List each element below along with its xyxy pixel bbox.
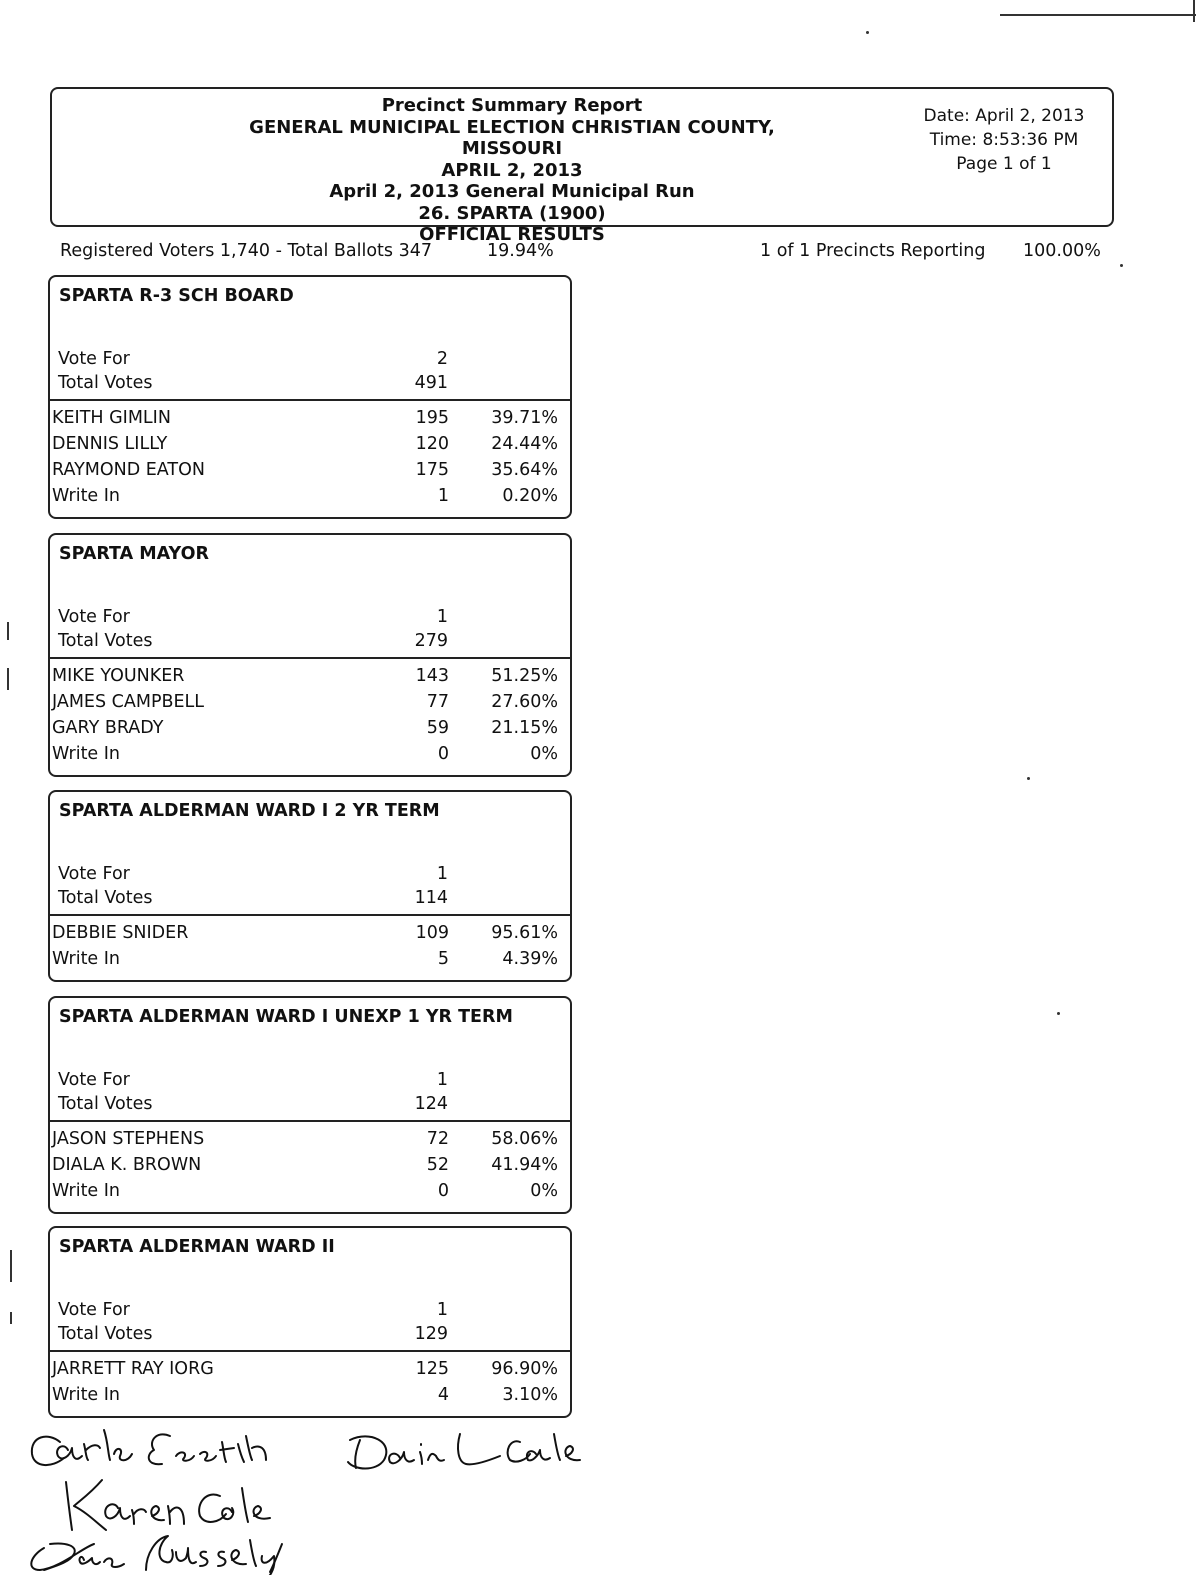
total-votes-row: [58, 371, 448, 395]
vote-for-row: [58, 862, 448, 886]
candidate-name: RAYMOND EATON: [52, 460, 205, 480]
scan-mark: [7, 622, 9, 640]
contest-title: SPARTA MAYOR: [59, 544, 209, 564]
candidate-row: [52, 1356, 558, 1382]
precincts-reporting: 1 of 1 Precincts Reporting: [760, 241, 986, 261]
candidate-percent: 3.10%: [502, 1385, 558, 1405]
candidate-row: [52, 715, 558, 741]
vote-for-value: 2: [436, 349, 448, 369]
total-votes-row: [58, 886, 448, 910]
candidate-percent: 0.20%: [502, 486, 558, 506]
total-votes-row: [58, 1092, 448, 1116]
candidate-percent: 0%: [530, 744, 558, 764]
vote-for-row: [58, 1068, 448, 1092]
candidate-name: JAMES CAMPBELL: [52, 692, 205, 712]
candidate-percent: 24.44%: [491, 434, 558, 454]
scan-dot: [1027, 777, 1030, 780]
candidate-votes: 0: [437, 1181, 449, 1201]
scan-dot: [1120, 264, 1123, 267]
contest-title: SPARTA ALDERMAN WARD I UNEXP 1 YR TERM: [59, 1007, 513, 1027]
vote-for-label: Vote For: [58, 349, 130, 369]
vote-for-row: [58, 347, 448, 371]
total-votes-value: 124: [414, 1094, 448, 1114]
candidate-row: [52, 1382, 558, 1408]
divider: [50, 1350, 570, 1352]
vote-for-row: [58, 605, 448, 629]
candidate-row: [52, 405, 558, 431]
candidate-row: [52, 1178, 558, 1204]
signature-1: [32, 1430, 266, 1465]
contest-title: SPARTA ALDERMAN WARD I 2 YR TERM: [59, 801, 440, 821]
scan-mark: [10, 1250, 12, 1282]
candidate-row: [52, 1126, 558, 1152]
report-header: [50, 87, 1114, 245]
candidate-percent: 51.25%: [491, 666, 558, 686]
candidate-name: DEBBIE SNIDER: [52, 923, 189, 943]
candidate-name: MIKE YOUNKER: [52, 666, 185, 686]
candidate-votes: 125: [415, 1359, 449, 1379]
report-title: Precinct Summary Report: [381, 95, 643, 116]
contest-box: [48, 533, 572, 777]
vote-for-value: 1: [436, 607, 448, 627]
candidate-votes: 52: [426, 1155, 449, 1175]
candidate-row: [52, 431, 558, 457]
scan-mark: [10, 1312, 12, 1324]
contest-title: SPARTA ALDERMAN WARD II: [59, 1237, 335, 1257]
total-votes-row: [58, 1322, 448, 1346]
results-status: OFFICIAL RESULTS: [419, 224, 605, 245]
election-date: APRIL 2, 2013: [441, 159, 583, 181]
candidate-percent: 39.71%: [491, 408, 558, 428]
divider: [50, 1120, 570, 1122]
total-votes-value: 129: [414, 1324, 448, 1344]
candidate-votes: 195: [415, 408, 449, 428]
candidate-name: Write In: [52, 486, 121, 506]
vote-for-label: Vote For: [58, 864, 130, 884]
contest-box: [48, 1226, 572, 1418]
scan-mark: [1000, 14, 1196, 16]
contest-title: SPARTA R-3 SCH BOARD: [59, 286, 294, 306]
total-votes-label: Total Votes: [58, 1324, 153, 1344]
scan-mark: [7, 668, 9, 690]
divider: [50, 399, 570, 401]
vote-for-label: Vote For: [58, 1070, 130, 1090]
divider: [50, 657, 570, 659]
candidate-name: Write In: [52, 949, 121, 969]
header-meta: [904, 104, 1104, 176]
candidate-name: KEITH GIMLIN: [52, 408, 171, 428]
precinct-name: 26. SPARTA (1900): [418, 202, 606, 224]
candidate-percent: 58.06%: [491, 1129, 558, 1149]
report-date: Date: April 2, 2013: [923, 106, 1085, 126]
signatures: [20, 1420, 620, 1575]
vote-for-label: Vote For: [58, 607, 130, 627]
turnout-percent: 19.94%: [487, 241, 554, 261]
candidate-name: JARRETT RAY IORG: [52, 1359, 214, 1379]
contest-box: [48, 996, 572, 1214]
candidate-votes: 4: [437, 1385, 449, 1405]
vote-for-row: [58, 1298, 448, 1322]
vote-for-value: 1: [436, 864, 448, 884]
run-name: April 2, 2013 General Municipal Run: [329, 181, 695, 202]
total-votes-value: 114: [414, 888, 448, 908]
reporting-percent: 100.00%: [1023, 241, 1101, 261]
candidate-votes: 175: [415, 460, 449, 480]
candidate-votes: 72: [426, 1129, 449, 1149]
candidate-votes: 1: [437, 486, 449, 506]
total-votes-label: Total Votes: [58, 373, 153, 393]
total-votes-label: Total Votes: [58, 1094, 153, 1114]
vote-for-value: 1: [436, 1300, 448, 1320]
report-time: Time: 8:53:36 PM: [929, 130, 1079, 150]
scan-mark: [1193, 0, 1195, 22]
candidate-votes: 0: [437, 744, 449, 764]
signature-3: [348, 1434, 580, 1469]
candidate-percent: 96.90%: [491, 1359, 558, 1379]
candidate-row: [52, 483, 558, 509]
candidate-name: Write In: [52, 1181, 121, 1201]
candidate-row: [52, 741, 558, 767]
signature-4: [31, 1536, 282, 1575]
vote-for-label: Vote For: [58, 1300, 130, 1320]
candidate-percent: 41.94%: [491, 1155, 558, 1175]
candidate-percent: 95.61%: [491, 923, 558, 943]
candidate-row: [52, 920, 558, 946]
signature-2: [66, 1480, 270, 1530]
candidate-percent: 4.39%: [502, 949, 558, 969]
vote-for-value: 1: [436, 1070, 448, 1090]
total-votes-value: 491: [414, 373, 448, 393]
page-number: Page 1 of 1: [956, 154, 1052, 174]
candidate-votes: 5: [437, 949, 449, 969]
candidate-votes: 120: [415, 434, 449, 454]
divider: [50, 914, 570, 916]
total-votes-label: Total Votes: [58, 888, 153, 908]
candidate-votes: 59: [426, 718, 449, 738]
candidate-votes: 143: [415, 666, 449, 686]
candidate-row: [52, 1152, 558, 1178]
voters-ballots: Registered Voters 1,740 - Total Ballots 347: [60, 241, 433, 261]
candidate-row: [52, 457, 558, 483]
header-titles: [202, 95, 822, 246]
contest-box: [48, 790, 572, 982]
candidate-percent: 35.64%: [491, 460, 558, 480]
candidate-votes: 77: [426, 692, 449, 712]
candidate-percent: 21.15%: [491, 718, 558, 738]
candidate-name: JASON STEPHENS: [52, 1129, 205, 1149]
total-votes-value: 279: [414, 631, 448, 651]
candidate-row: [52, 663, 558, 689]
contest-box: [48, 275, 572, 519]
election-name: GENERAL MUNICIPAL ELECTION CHRISTIAN COUNTY, MISSOURI: [249, 116, 775, 159]
candidate-row: [52, 689, 558, 715]
candidate-percent: 0%: [530, 1181, 558, 1201]
scan-dot: [1057, 1012, 1060, 1015]
candidate-name: Write In: [52, 744, 121, 764]
candidate-name: GARY BRADY: [52, 718, 164, 738]
candidate-votes: 109: [415, 923, 449, 943]
candidate-percent: 27.60%: [491, 692, 558, 712]
candidate-row: [52, 946, 558, 972]
candidate-name: DIALA K. BROWN: [52, 1155, 202, 1175]
total-votes-row: [58, 629, 448, 653]
total-votes-label: Total Votes: [58, 631, 153, 651]
candidate-name: DENNIS LILLY: [52, 434, 168, 454]
scan-dot: [866, 31, 869, 34]
candidate-name: Write In: [52, 1385, 121, 1405]
